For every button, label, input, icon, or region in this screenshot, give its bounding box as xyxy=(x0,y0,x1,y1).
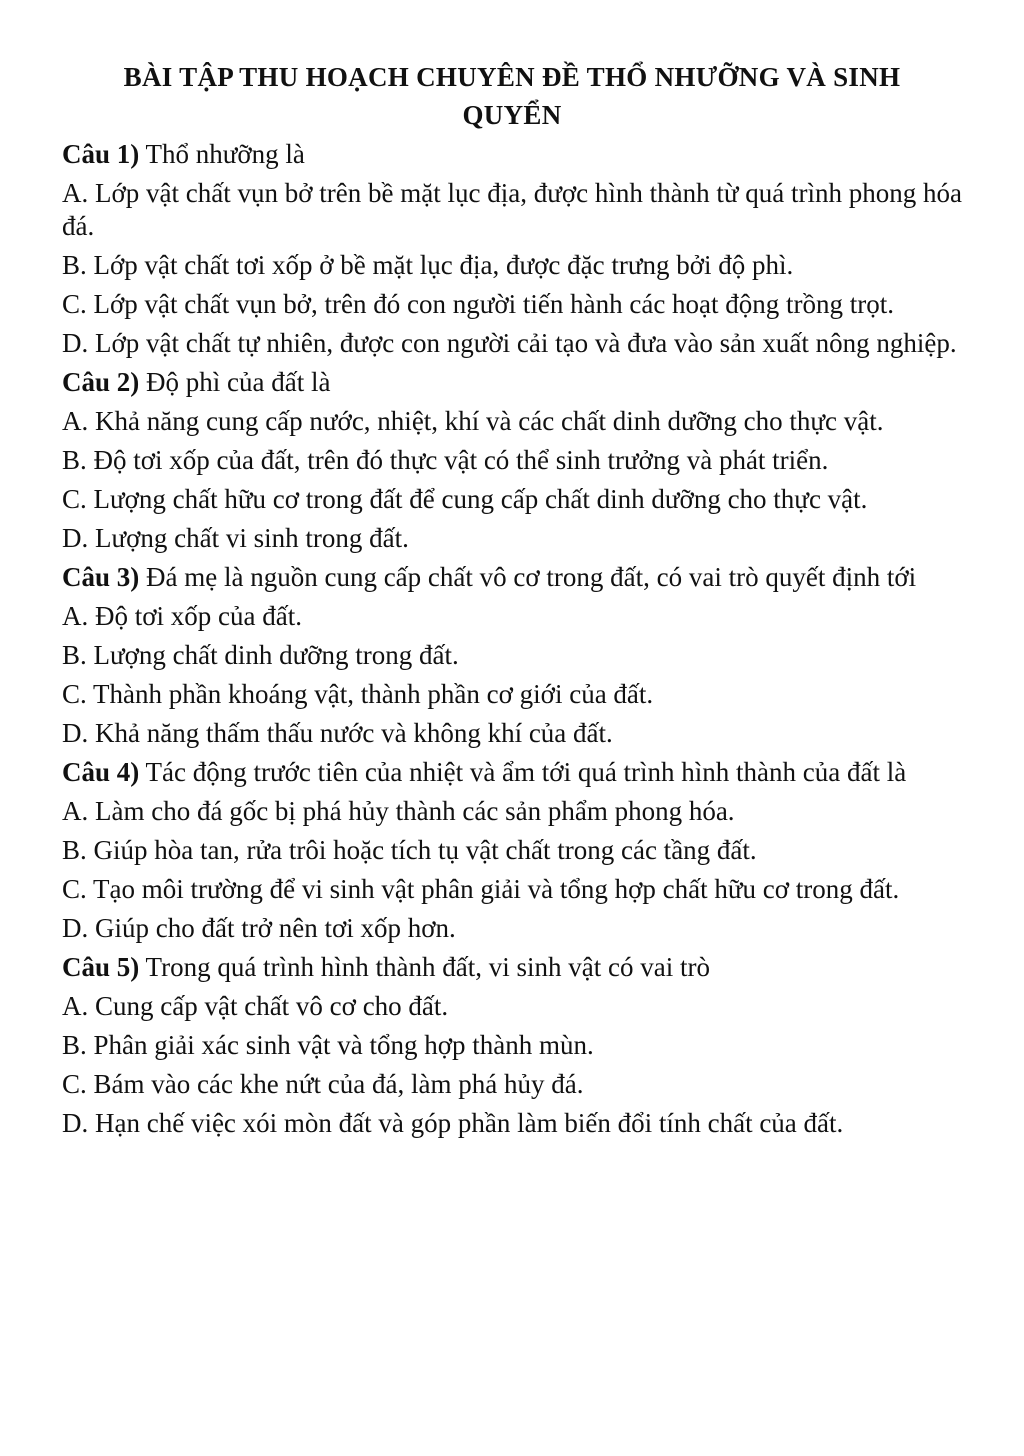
question-stem xyxy=(62,138,962,171)
option-d: D. Khả năng thấm thấu nước và không khí của đất. xyxy=(62,718,613,748)
question-5 xyxy=(62,951,962,1140)
question-stem xyxy=(62,366,962,399)
question-text: Đá mẹ là nguồn cung cấp chất vô cơ trong đất, có vai trò quyết định tới xyxy=(139,562,917,592)
question-stem xyxy=(62,756,962,789)
question-3 xyxy=(62,561,962,750)
option-c: C. Lượng chất hữu cơ trong đất để cung cấp chất dinh dưỡng cho thực vật. xyxy=(62,484,868,514)
option-a: A. Cung cấp vật chất vô cơ cho đất. xyxy=(62,991,449,1021)
question-text: Thổ nhưỡng là xyxy=(139,139,305,169)
option-b: B. Lớp vật chất tơi xốp ở bề mặt lục địa, được đặc trưng bởi độ phì. xyxy=(62,250,794,280)
option-b: B. Giúp hòa tan, rửa trôi hoặc tích tụ vật chất trong các tầng đất. xyxy=(62,835,757,865)
question-text: Độ phì của đất là xyxy=(139,367,331,397)
option-a: A. Làm cho đá gốc bị phá hủy thành các sản phẩm phong hóa. xyxy=(62,796,735,826)
question-text: Trong quá trình hình thành đất, vi sinh vật có vai trò xyxy=(139,952,710,982)
option-a: A. Khả năng cung cấp nước, nhiệt, khí và các chất dinh dưỡng cho thực vật. xyxy=(62,406,884,436)
option-b: B. Lượng chất dinh dưỡng trong đất. xyxy=(62,640,459,670)
option-c: C. Bám vào các khe nứt của đá, làm phá hủy đá. xyxy=(62,1069,584,1099)
page-title xyxy=(62,58,962,134)
question-4 xyxy=(62,756,962,945)
question-text: Tác động trước tiên của nhiệt và ẩm tới quá trình hình thành của đất là xyxy=(139,757,907,787)
question-1 xyxy=(62,138,962,360)
option-d: D. Lượng chất vi sinh trong đất. xyxy=(62,523,409,553)
option-d: D. Lớp vật chất tự nhiên, được con người cải tạo và đưa vào sản xuất nông nghiệp. xyxy=(62,328,957,358)
option-a: A. Lớp vật chất vụn bở trên bề mặt lục địa, được hình thành từ quá trình phong hóa đá. xyxy=(62,178,962,241)
option-b: B. Phân giải xác sinh vật và tổng hợp thành mùn. xyxy=(62,1030,594,1060)
option-c: C. Thành phần khoáng vật, thành phần cơ giới của đất. xyxy=(62,679,654,709)
question-2 xyxy=(62,366,962,555)
title-line-2: QUYỂN xyxy=(462,100,562,130)
question-number: Câu 1) xyxy=(62,139,140,169)
question-stem xyxy=(62,951,962,984)
question-number: Câu 5) xyxy=(62,952,140,982)
option-b: B. Độ tơi xốp của đất, trên đó thực vật có thể sinh trưởng và phát triển. xyxy=(62,445,829,475)
question-stem xyxy=(62,561,962,594)
question-number: Câu 3) xyxy=(62,562,140,592)
option-c: C. Tạo môi trường để vi sinh vật phân giải và tổng hợp chất hữu cơ trong đất. xyxy=(62,874,900,904)
title-line-1: BÀI TẬP THU HOẠCH CHUYÊN ĐỀ THỔ NHƯỠNG VÀ SINH xyxy=(123,62,901,92)
question-number: Câu 4) xyxy=(62,757,140,787)
option-d: D. Giúp cho đất trở nên tơi xốp hơn. xyxy=(62,913,456,943)
question-number: Câu 2) xyxy=(62,367,140,397)
option-d: D. Hạn chế việc xói mòn đất và góp phần làm biến đổi tính chất của đất. xyxy=(62,1108,844,1138)
option-c: C. Lớp vật chất vụn bở, trên đó con người tiến hành các hoạt động trồng trọt. xyxy=(62,289,895,319)
option-a: A. Độ tơi xốp của đất. xyxy=(62,601,302,631)
